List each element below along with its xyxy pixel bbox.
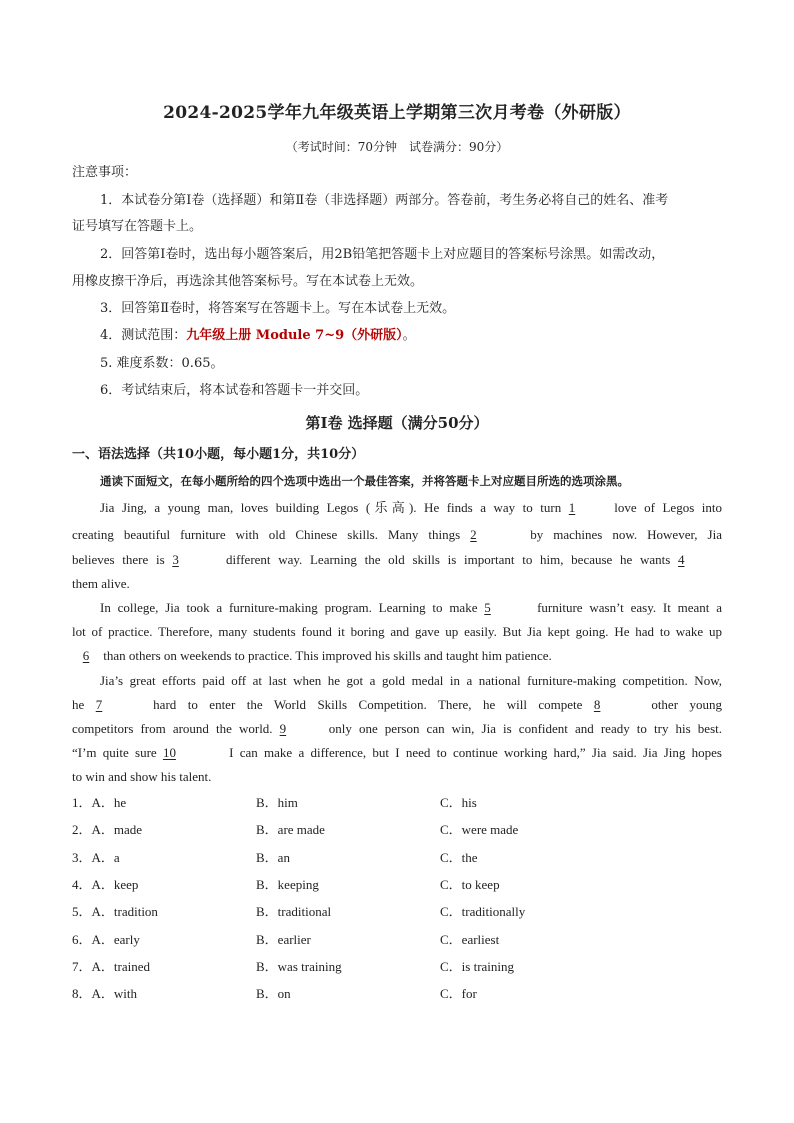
notice-item-2a: 2．回答第Ⅰ卷时，选出每小题答案后，用2B铅笔把答题卡上对应题目的答案标号涂黑。如需改动， — [100, 247, 665, 262]
blank-5: 5 — [484, 600, 491, 615]
p3-line-4 — [72, 744, 722, 762]
blank-1: 1 — [568, 500, 576, 515]
question-6-options — [72, 929, 722, 947]
notice-item-3: 3．回答第Ⅱ卷时，将答案写在答题卡上。写在本试卷上无效。 — [100, 301, 456, 316]
question-4-options — [72, 874, 722, 892]
passage-text: different way. Learning the old skills is important to him, because he wants — [218, 552, 678, 567]
option-c[interactable]: C．were made — [440, 822, 519, 838]
notice-item-1a: 1．本试卷分第Ⅰ卷（选择题）和第Ⅱ卷（非选择题）两部分。答卷前，考生务必将自己的姓名、准考 — [100, 193, 669, 208]
p3-line-1 — [100, 672, 722, 690]
blank-4: 4 — [678, 552, 685, 567]
notice-item-5: 5. 难度系数：0.65。 — [100, 356, 224, 371]
option-c[interactable]: C．traditionally — [440, 904, 526, 920]
option-b[interactable]: B．are made — [256, 822, 325, 838]
notice-item-6: 6．考试结束后，将本试卷和答题卡一并交回。 — [100, 383, 369, 398]
question-2-options — [72, 819, 722, 837]
option-b[interactable]: B．an — [256, 849, 290, 865]
p2-line-2 — [72, 623, 722, 641]
blank-2: 2 — [470, 527, 477, 542]
option-a[interactable]: 4．A．keep — [72, 876, 139, 892]
notice-item-2b: 用橡皮擦干净后，再选涂其他答案标号。写在本试卷上无效。 — [72, 274, 424, 289]
option-a[interactable]: 3．A．a — [72, 849, 120, 865]
blank-7: 7 — [95, 697, 103, 712]
passage-text: other young — [639, 697, 722, 712]
option-a[interactable]: 8．A．with — [72, 986, 138, 1002]
p1-line-3 — [72, 551, 722, 569]
question-1-options — [72, 792, 722, 810]
option-b[interactable]: B．him — [256, 795, 298, 810]
option-b[interactable]: B．keeping — [256, 876, 319, 892]
blank-3: 3 — [172, 552, 179, 567]
passage-text: competitors from around the world. — [72, 721, 280, 736]
p2-line-3 — [72, 647, 722, 665]
notice-item-4-suffix: 。 — [402, 328, 416, 343]
part-1-title: 一、语法选择（共10小题，每小题1分，共10分） — [72, 447, 365, 462]
passage-text: creating beautiful furniture with old Chinese skills. Many things — [72, 527, 471, 542]
p2-line-1 — [100, 599, 722, 617]
part-1-instruction: 通读下面短文，在每小题所给的四个选项中选出一个最佳答案，并将答题卡上对应题目所选的选项涂黑。 — [100, 474, 629, 488]
question-7-options — [72, 956, 722, 974]
option-c[interactable]: C．to keep — [440, 876, 500, 892]
option-b[interactable]: B．traditional — [256, 904, 332, 920]
passage-text: only one person can win, Jia is confident and ready to try his best. — [321, 721, 722, 736]
passage-text: lot of practice. Therefore, many students found it boring and gave up easily. But Jia kept going. He had to wake up — [72, 624, 722, 639]
passage-text: In college, Jia took a furniture-making program. Learning to make — [100, 600, 485, 615]
p1-line-4 — [72, 575, 722, 593]
exam-title: 2024-2025学年九年级英语上学期第三次月考卷（外研版） — [163, 103, 631, 123]
option-c[interactable]: C．his — [440, 795, 477, 810]
p3-line-2 — [72, 696, 722, 714]
question-3-options — [72, 847, 722, 865]
blank-8: 8 — [593, 697, 601, 712]
option-c[interactable]: C．the — [440, 849, 478, 865]
notice-item-1b: 证号填写在答题卡上。 — [72, 219, 203, 234]
option-a[interactable]: 7．A．trained — [72, 958, 150, 974]
p3-line-3 — [72, 720, 722, 738]
passage-text: Jia’s great efforts paid off at last when he got a gold medal in a national furniture-making competition. Now, — [100, 673, 722, 688]
passage-text: to win and show his talent. — [72, 769, 212, 784]
p1-line-2 — [72, 526, 722, 544]
option-b[interactable]: B．earlier — [256, 931, 311, 947]
option-a[interactable]: 5．A．tradition — [72, 904, 158, 920]
notice-item-4-prefix: 4．测试范围： — [100, 328, 187, 343]
passage-text: I can make a difference, but I need to continue working hard,” Jia said. Jia Jing hopes — [222, 745, 722, 760]
option-c[interactable]: C．for — [440, 986, 477, 1002]
passage-text: furniture wasn’t easy. It meant a — [530, 600, 722, 615]
exam-subtitle: （考试时间：70分钟 试卷满分：90分） — [285, 140, 509, 154]
blank-10: 10 — [162, 745, 176, 760]
passage-text: them alive. — [72, 576, 130, 591]
test-scope: 九年级上册 Module 7~9（外研版） — [186, 328, 403, 343]
blank-9: 9 — [279, 721, 287, 736]
passage-text: “I’m quite sure — [72, 745, 163, 760]
option-b[interactable]: B．was training — [256, 958, 342, 974]
p1-line-1 — [100, 499, 722, 517]
option-b[interactable]: B．on — [256, 986, 291, 1002]
option-a[interactable]: 2．A．made — [72, 822, 143, 838]
question-5-options — [72, 901, 722, 919]
option-c[interactable]: C．is training — [440, 958, 515, 974]
notice-item-4 — [100, 327, 722, 345]
passage-text: love of Legos into — [606, 500, 722, 515]
option-c[interactable]: C．earliest — [440, 931, 500, 947]
passage-text: he — [72, 697, 96, 712]
section-1-title: 第Ⅰ卷 选择题（满分50分） — [305, 414, 489, 432]
passage-text: than others on weekends to practice. This improved his skills and taught him patience. — [100, 648, 552, 663]
notice-heading: 注意事项： — [72, 165, 138, 180]
option-a[interactable]: 6．A．early — [72, 931, 140, 947]
option-a[interactable]: 1．A．he — [72, 795, 127, 810]
question-8-options — [72, 983, 722, 1001]
passage-text: believes there is — [72, 552, 173, 567]
passage-text: Jia Jing, a young man, loves building Legos (乐高). He finds a way to turn — [100, 500, 569, 515]
blank-6: 6 — [82, 648, 90, 663]
passage-text: hard to enter the World Skills Competition. There, he will compete — [141, 697, 594, 712]
passage-text: by machines now. However, Jia — [520, 527, 722, 542]
p3-line-5 — [72, 768, 722, 786]
